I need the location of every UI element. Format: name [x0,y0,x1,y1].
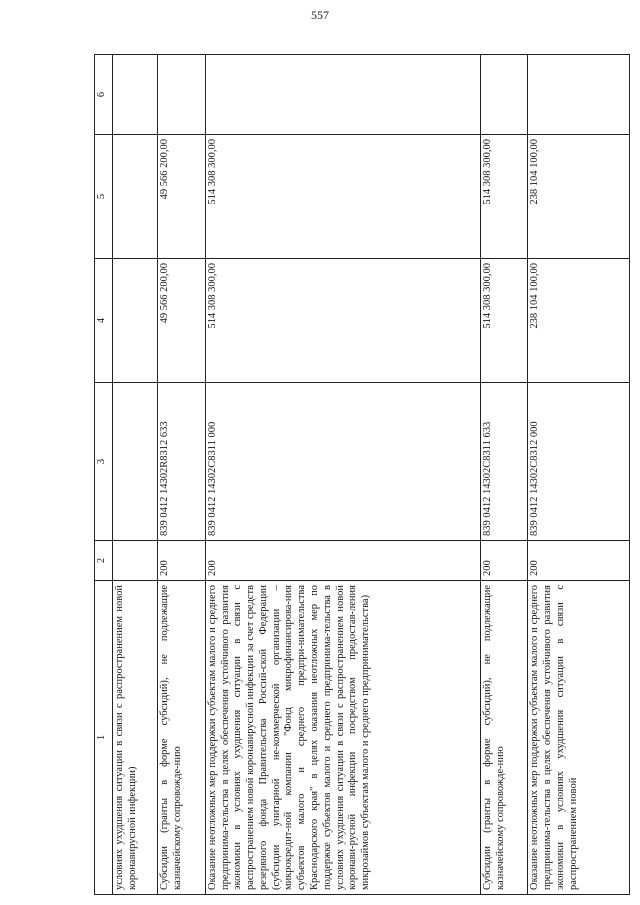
cell-classification: 839 0412 14302С8311 000 [205,383,480,541]
cell-amount-2 [113,135,158,259]
cell-amount-2: 514 308 300,00 [205,135,480,259]
table-row [480,55,527,895]
cell-amount: 514 308 300,00 [205,259,480,383]
cell-amount-2: 49 566 200,00 [158,135,205,259]
cell-amount: 514 308 300,00 [480,259,527,383]
table-row [528,55,630,895]
budget-table [94,54,630,895]
cell-description: Оказание неотложных мер поддержки субъектам малого и среднего предпринима-тельства в целях обеспечения устойчивого развития экономики в условиях ухудшения ситуации в связи с распространением новой коронавирусной инфекции за счет средств резервного фонда Правительства Россий-ской Федерации (субсидии унитарной не-коммерческой организации – микрокредит-ной компании "Фонд микрофинансирова-ния субъектов малого и среднего предпри-нимательства Краснодарского края" в целях оказания неотложных мер по поддержке субъектов малого и среднего предпринима-тельства в условиях ухудшения ситуации в связи с распространением новой коронави-русной инфекции посредством предостав-ления микрозаймов субъектам малого и среднего предпринимательства) [205,581,480,895]
cell-description: Субсидии (гранты в форме субсидий), не подлежащие казначейскому сопровожде-нию [480,581,527,895]
table-row [205,55,480,895]
cell-amount: 238 104 100,00 [528,259,630,383]
cell-extra [480,55,527,135]
header-col-3: 3 [95,383,113,541]
header-col-6: 6 [95,55,113,135]
cell-code: 200 [205,541,480,581]
header-row [95,55,113,895]
cell-amount: 49 566 200,00 [158,259,205,383]
budget-table-rotated [94,55,630,895]
cell-extra [158,55,205,135]
cell-extra [528,55,630,135]
table-row [158,55,205,895]
cell-extra [205,55,480,135]
cell-amount-2: 238 104 100,00 [528,135,630,259]
cell-code: 200 [528,541,630,581]
cell-amount [113,259,158,383]
header-col-2: 2 [95,541,113,581]
cell-extra [113,55,158,135]
cell-amount-2: 514 308 300,00 [480,135,527,259]
page-number: 557 [311,8,329,22]
cell-classification [113,383,158,541]
cell-classification: 839 0412 14302С8312 000 [528,383,630,541]
header-col-1: 1 [95,581,113,895]
table-row [113,55,158,895]
header-col-5: 5 [95,135,113,259]
cell-description: Оказание неотложных мер поддержки субъектам малого и среднего предпринима-тельства в целях обеспечения устойчивого развития экономики в условиях ухудшения ситуации в связи с распространением новой [528,581,630,895]
cell-code [113,541,158,581]
cell-code: 200 [158,541,205,581]
cell-description: условиях ухудшения ситуации в связи с распространением новой коронавирусной инфекции) [113,581,158,895]
header-col-4: 4 [95,259,113,383]
cell-classification: 839 0412 14302R8312 633 [158,383,205,541]
cell-code: 200 [480,541,527,581]
cell-description: Субсидии (гранты в форме субсидий), не подлежащие казначейскому сопровожде-нию [158,581,205,895]
cell-classification: 839 0412 14302С8311 633 [480,383,527,541]
